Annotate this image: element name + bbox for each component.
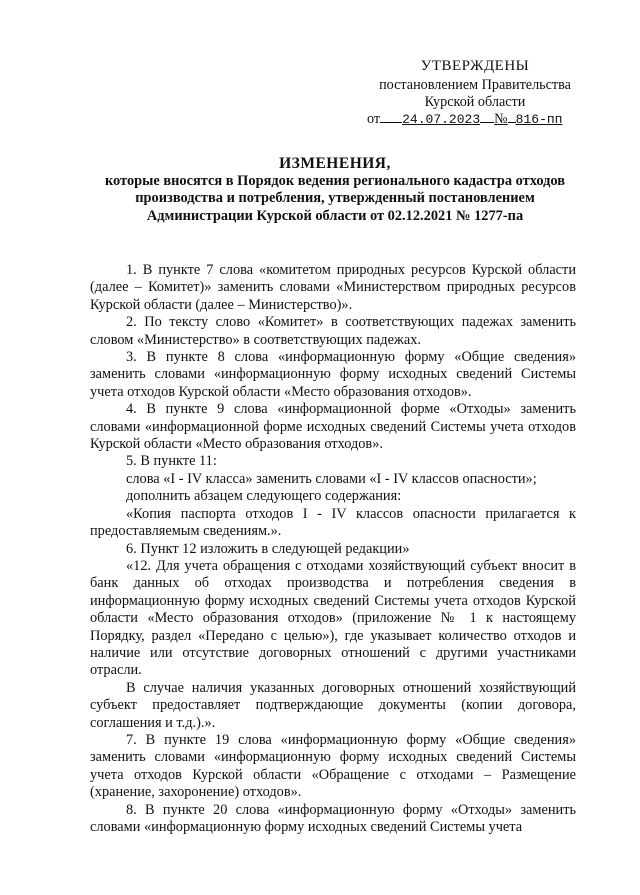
title-line-3: Администрации Курской области от 02.12.2021 № 1277-па bbox=[146, 207, 524, 224]
approval-stamp bbox=[355, 58, 595, 128]
paragraph: 2. По тексту слово «Комитет» в соответствующих падежах заменить словом «Министерство» в соответствующих падежах. bbox=[90, 314, 576, 348]
title-line-1: которые вносятся в Порядок ведения регионального кадастра отходов bbox=[104, 172, 566, 189]
approval-line-2: Курской области bbox=[424, 94, 526, 110]
title-heading: ИЗМЕНЕНИЯ, bbox=[279, 155, 391, 172]
document-title bbox=[90, 155, 580, 225]
approval-date: 24.07.2023 bbox=[402, 112, 481, 127]
number-prefix: № bbox=[494, 111, 508, 127]
paragraph: 1. В пункте 7 слова «комитетом природных ресурсов Курской области (далее – Комитет)» заменить словами «Министерством природных ресурсов Курской области (далее – Министерство)». bbox=[90, 262, 576, 313]
paragraph: 3. В пункте 8 слова «информационную форму «Общие сведения» заменить словами «информационную форму исходных сведений Системы учета отходов Курской области «Место образования отходов». bbox=[90, 349, 576, 400]
paragraph: В случае наличия указанных договорных отношений хозяйствующий субъект предоставляет подтверждающие документы (копии договора, соглашения и т.д.).». bbox=[90, 679, 576, 731]
approval-line-1: постановлением Правительства bbox=[379, 77, 571, 93]
paragraph: 5. В пункте 11: bbox=[126, 453, 217, 470]
document-body bbox=[90, 262, 576, 836]
date-prefix: от bbox=[367, 111, 381, 127]
paragraph: 4. В пункте 9 слова «информационной форме «Отходы» заменить словами «информационной форме исходных сведений Системы учета отходов Курской области «Место образования отходов». bbox=[90, 401, 576, 453]
approval-number: 816-пп bbox=[515, 112, 563, 127]
paragraph: слова «I - IV класса» заменить словами «I - IV классов опасности»; bbox=[126, 470, 537, 487]
paragraph: «12. Для учета обращения с отходами хозяйствующий субъект вносит в банк данных об отходах производства и потребления сведения в информационную форму исходных сведений Системы учета отходов Курской области «Место образования отходов» (приложение № 1 к настоящему Порядку, раздел «Передано с целью»), где указывает количество отходов и наличие или отсутствие договорных отношений с другими участниками отрасли. bbox=[90, 557, 576, 679]
paragraph: 7. В пункте 19 слова «информационную форму «Общие сведения» заменить словами «информационную форму исходных сведений Системы учета отходов Курской области «Обращение с отходами – Размещение (хранение, захоронение) отходов». bbox=[90, 731, 576, 801]
approval-heading: УТВЕРЖДЕНЫ bbox=[420, 58, 530, 74]
paragraph: 6. Пункт 12 изложить в следующей редакции» bbox=[126, 540, 410, 557]
approval-date-line bbox=[355, 111, 595, 128]
paragraph: «Копия паспорта отходов I - IV классов опасности прилагается к предоставляемым сведениям.». bbox=[90, 505, 576, 540]
paragraph: дополнить абзацем следующего содержания: bbox=[126, 488, 402, 505]
title-line-2: производства и потребления, утвержденный постановлением bbox=[135, 190, 535, 207]
paragraph: 8. В пункте 20 слова «информационную форму «Отходы» заменить словами «информационную форму исходных сведений Системы учета bbox=[90, 801, 576, 835]
